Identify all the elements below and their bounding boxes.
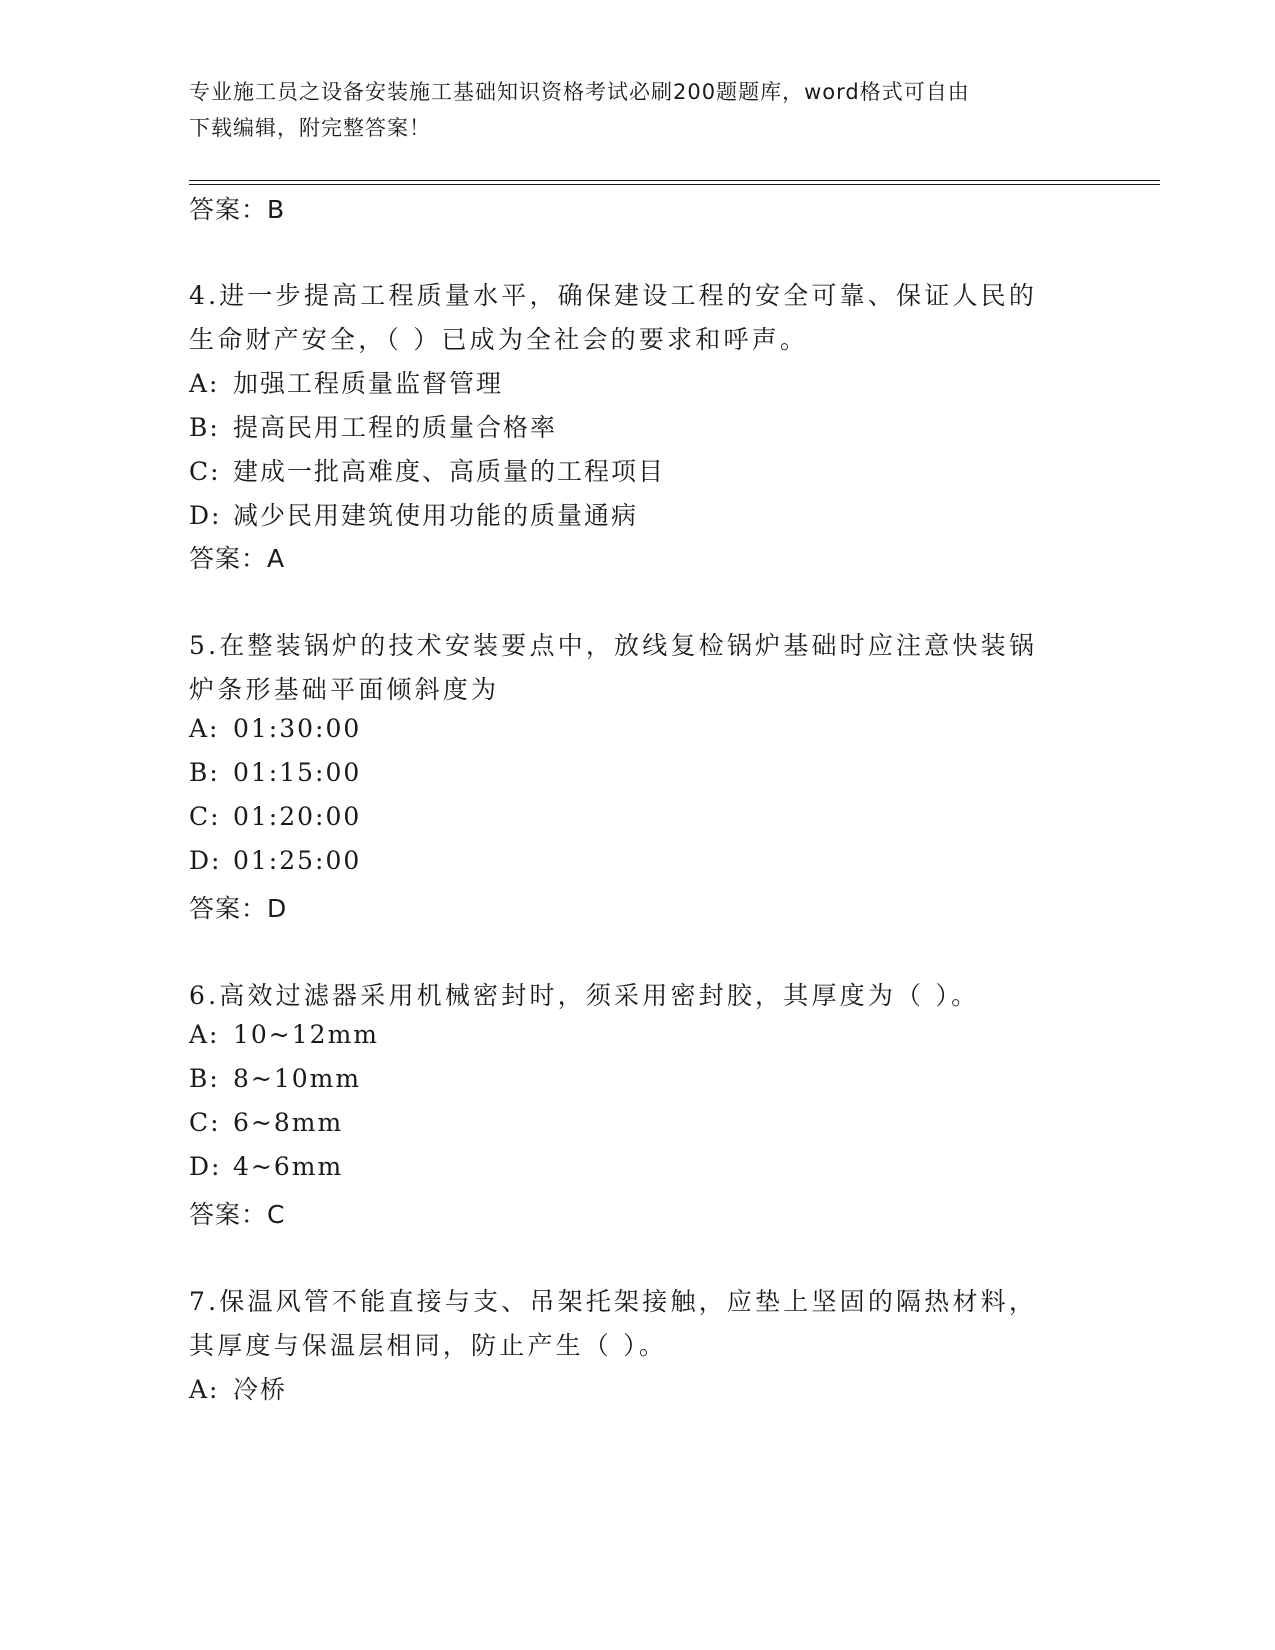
option-key: C: xyxy=(189,802,221,831)
question-6-stem-line-1: 6.高效过滤器采用机械密封时，须采用密封胶，其厚度为（ ）。 xyxy=(189,981,980,1010)
question-6-option-c xyxy=(189,1108,343,1137)
option-key: D: xyxy=(189,501,222,530)
option-text: 8~10mm xyxy=(233,1064,362,1093)
question-5-stem-line-1: 5.在整装锅炉的技术安装要点中，放线复检锅炉基础时应注意快装锅 xyxy=(189,631,1038,660)
answer-prev: 答案：B xyxy=(189,195,286,224)
option-key: B: xyxy=(189,758,220,787)
option-key: A: xyxy=(189,369,220,398)
option-text: 4~6mm xyxy=(233,1152,344,1181)
option-text: 6~8mm xyxy=(233,1108,344,1137)
question-7-stem-line-2: 其厚度与保温层相同，防止产生（ ）。 xyxy=(189,1331,668,1360)
option-text: 01:15:00 xyxy=(233,758,362,787)
question-5-option-b xyxy=(189,758,361,787)
question-4-option-a xyxy=(189,364,503,400)
option-key: D: xyxy=(189,1152,222,1181)
header-rule-top xyxy=(189,180,1160,181)
header-rule-bottom xyxy=(189,184,1160,185)
option-text: 提高民用工程的质量合格率 xyxy=(233,413,558,442)
option-text: 加强工程质量监督管理 xyxy=(233,369,504,398)
question-6-option-a xyxy=(189,1020,379,1049)
option-text: 冷桥 xyxy=(233,1375,288,1404)
option-key: B: xyxy=(189,1064,220,1093)
question-5-option-d xyxy=(189,846,361,875)
option-text: 减少民用建筑使用功能的质量通病 xyxy=(233,501,639,530)
question-5-option-a xyxy=(189,714,361,743)
question-6-option-d xyxy=(189,1152,343,1181)
document-header xyxy=(189,74,1089,146)
option-key: D: xyxy=(189,846,222,875)
question-5-option-c xyxy=(189,802,361,831)
option-key: A: xyxy=(189,1375,220,1404)
option-text: 建成一批高难度、高质量的工程项目 xyxy=(233,457,666,486)
question-6-option-b xyxy=(189,1064,361,1093)
question-4-option-c xyxy=(189,452,665,488)
header-line-2: 下载编辑，附完整答案！ xyxy=(189,116,431,140)
question-4-stem-line-2: 生命财产安全，（ ）已成为全社会的要求和呼声。 xyxy=(189,325,809,354)
question-5-answer: 答案：D xyxy=(189,894,288,923)
option-key: C: xyxy=(189,1108,221,1137)
question-7-option-a xyxy=(189,1370,287,1406)
option-text: 01:20:00 xyxy=(233,802,362,831)
question-4-answer: 答案：A xyxy=(189,544,286,573)
option-key: B: xyxy=(189,413,220,442)
option-text: 01:25:00 xyxy=(233,846,362,875)
option-text: 01:30:00 xyxy=(233,714,362,743)
question-4-option-d xyxy=(189,496,638,532)
option-text: 10~12mm xyxy=(233,1020,379,1049)
option-key: A: xyxy=(189,1020,220,1049)
question-7-stem-line-1: 7.保温风管不能直接与支、吊架托架接触，应垫上坚固的隔热材料， xyxy=(189,1287,1038,1316)
question-5-stem-line-2: 炉条形基础平面倾斜度为 xyxy=(189,675,500,704)
option-key: C: xyxy=(189,457,221,486)
option-key: A: xyxy=(189,714,220,743)
header-line-1: 专业施工员之设备安装施工基础知识资格考试必刷200题题库，word格式可自由 xyxy=(189,80,970,104)
question-6-answer: 答案：C xyxy=(189,1200,286,1229)
question-4-option-b xyxy=(189,408,557,444)
question-4-stem-line-1: 4.进一步提高工程质量水平，确保建设工程的安全可靠、保证人民的 xyxy=(189,281,1038,310)
